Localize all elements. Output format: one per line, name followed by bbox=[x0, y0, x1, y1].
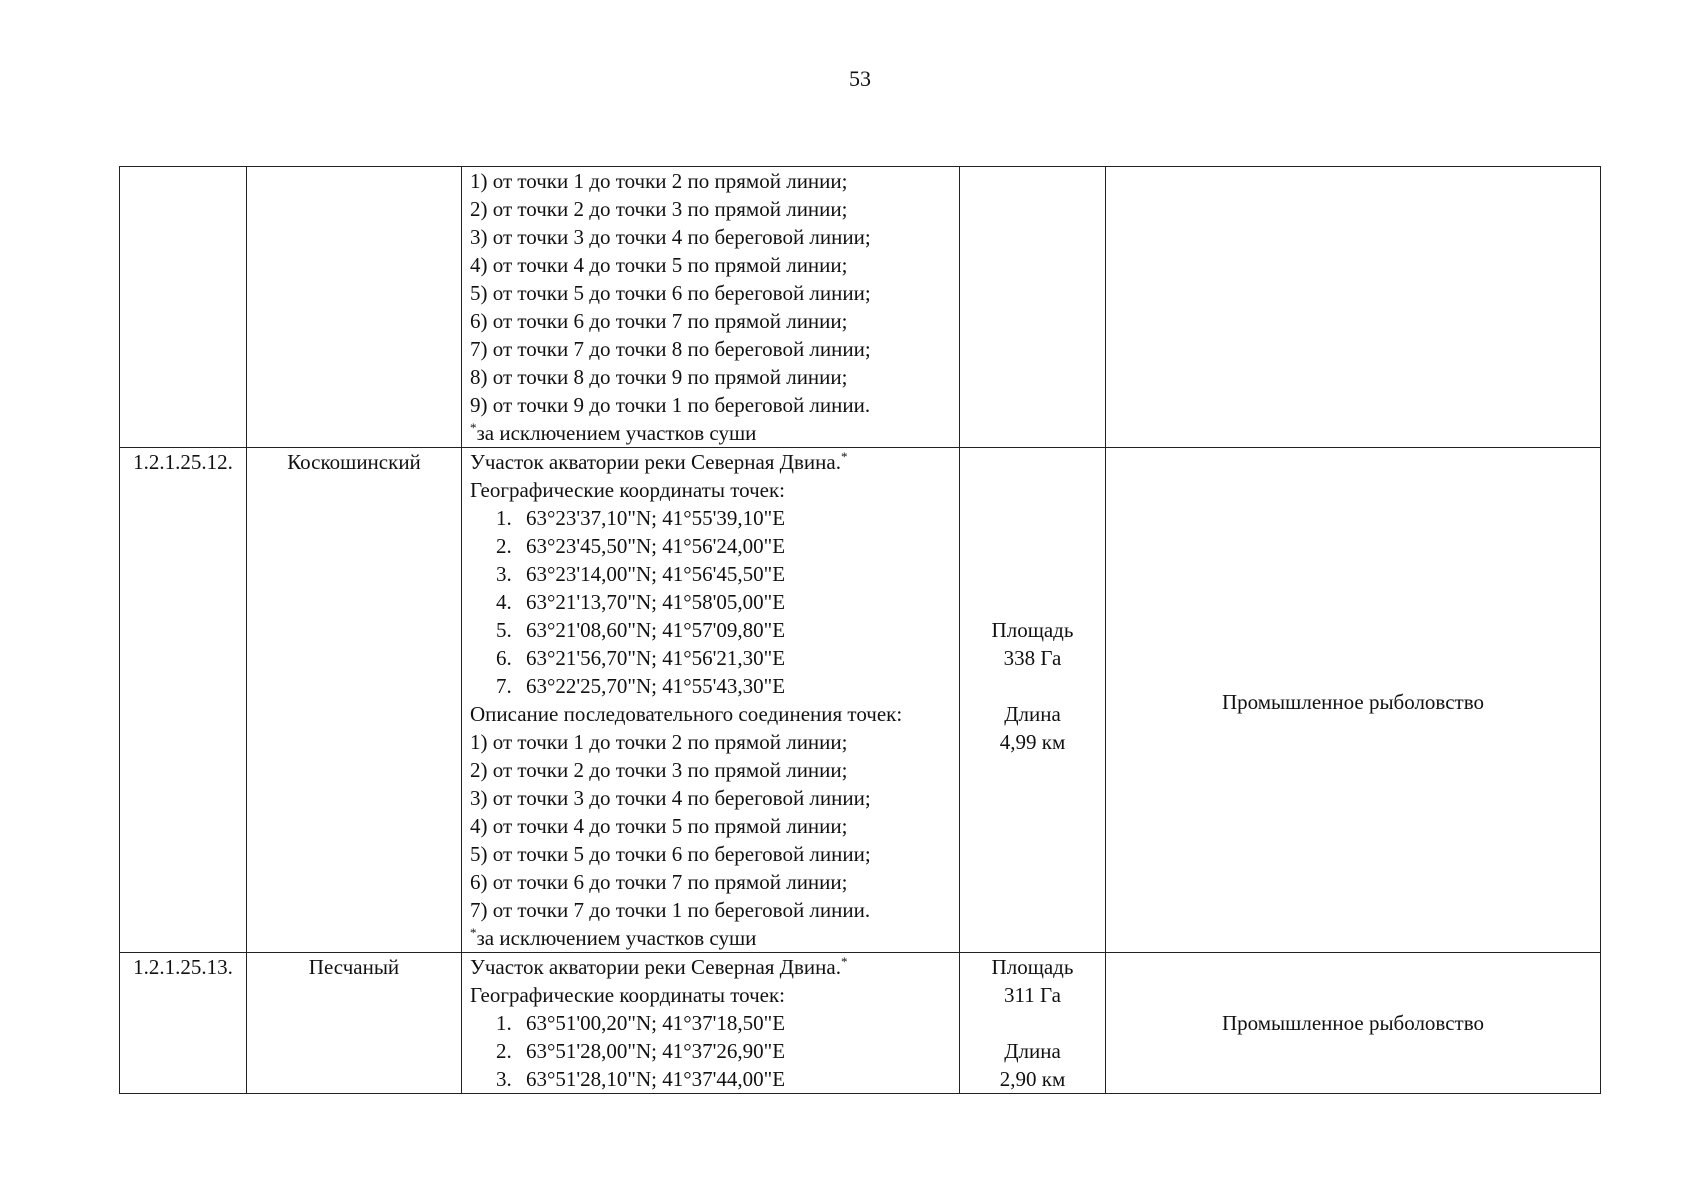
area-number: 1.2.1.25.13. bbox=[133, 955, 233, 979]
area-description-cell bbox=[462, 953, 960, 1094]
connection-line: 4) от точки 4 до точки 5 по прямой линии; bbox=[470, 253, 848, 277]
area-name-cell bbox=[247, 448, 462, 953]
connection-line: 3) от точки 3 до точки 4 по береговой линии; bbox=[470, 225, 871, 249]
coordinate-item: 6. 63°21'56,70"N; 41°56'21,30"E bbox=[496, 646, 786, 670]
length-value: 2,90 км bbox=[999, 1067, 1066, 1091]
connection-line: 5) от точки 5 до точки 6 по береговой линии; bbox=[470, 281, 871, 305]
connection-line: 1) от точки 1 до точки 2 по прямой линии; bbox=[470, 730, 848, 754]
area-description-cell bbox=[462, 448, 960, 953]
area-name: Песчаный bbox=[308, 955, 400, 979]
area-number-cell bbox=[120, 953, 247, 1094]
coordinate-item: 2. 63°51'28,00"N; 41°37'26,90"E bbox=[496, 1039, 786, 1063]
coordinate-item: 3. 63°51'28,10"N; 41°37'44,00"E bbox=[496, 1067, 786, 1091]
area-use: Промышленное рыболовство bbox=[1222, 690, 1484, 714]
coordinate-item: 1. 63°51'00,20"N; 41°37'18,50"E bbox=[496, 1011, 786, 1035]
footnote-mark: * bbox=[470, 925, 477, 940]
connection-line: 3) от точки 3 до точки 4 по береговой линии; bbox=[470, 786, 871, 810]
footnote-text: за исключением участков суши bbox=[476, 926, 757, 950]
footnote-line bbox=[470, 924, 951, 952]
footnote-line bbox=[470, 419, 951, 447]
coordinate-item: 5. 63°21'08,60"N; 41°57'09,80"E bbox=[496, 618, 786, 642]
page-number: 53 bbox=[849, 66, 871, 91]
area-title-line bbox=[470, 953, 951, 981]
area-use-cell bbox=[1106, 448, 1601, 953]
coordinate-item: 1. 63°23'37,10"N; 41°55'39,10"E bbox=[496, 506, 786, 530]
area-label: Площадь bbox=[991, 618, 1074, 642]
fishing-areas-table bbox=[119, 166, 1601, 1094]
area-label: Площадь bbox=[991, 955, 1074, 979]
area-number-cell bbox=[120, 167, 247, 448]
area-name: Коскошинский bbox=[287, 450, 421, 474]
connection-line: 4) от точки 4 до точки 5 по прямой линии; bbox=[470, 814, 848, 838]
footnote-text: за исключением участков суши bbox=[476, 421, 757, 445]
coordinate-item: 7. 63°22'25,70"N; 41°55'43,30"E bbox=[496, 674, 786, 698]
area-value: 338 Га bbox=[1003, 646, 1062, 670]
table-row bbox=[120, 953, 1601, 1094]
area-name-cell bbox=[247, 167, 462, 448]
connection-line: 2) от точки 2 до точки 3 по прямой линии; bbox=[470, 758, 848, 782]
area-use-cell bbox=[1106, 953, 1601, 1094]
area-title: Участок акватории реки Северная Двина. bbox=[470, 450, 841, 474]
connection-line: 5) от точки 5 до точки 6 по береговой линии; bbox=[470, 842, 871, 866]
area-title-line bbox=[470, 448, 951, 476]
area-number-cell bbox=[120, 448, 247, 953]
table-row bbox=[120, 167, 1601, 448]
length-label: Длина bbox=[1004, 702, 1061, 726]
area-size-cell bbox=[960, 953, 1106, 1094]
coords-label: Географические координаты точек: bbox=[470, 983, 785, 1007]
coords-label: Географические координаты точек: bbox=[470, 478, 785, 502]
coordinate-item: 2. 63°23'45,50"N; 41°56'24,00"E bbox=[496, 534, 786, 558]
area-use: Промышленное рыболовство bbox=[1222, 1011, 1484, 1035]
table-row bbox=[120, 448, 1601, 953]
area-use-cell bbox=[1106, 167, 1601, 448]
length-label: Длина bbox=[1004, 1039, 1061, 1063]
coordinate-item: 3. 63°23'14,00"N; 41°56'45,50"E bbox=[496, 562, 786, 586]
coordinate-item: 4. 63°21'13,70"N; 41°58'05,00"E bbox=[496, 590, 786, 614]
connection-line: 1) от точки 1 до точки 2 по прямой линии; bbox=[470, 169, 848, 193]
area-title: Участок акватории реки Северная Двина. bbox=[470, 955, 841, 979]
connection-line: 2) от точки 2 до точки 3 по прямой линии; bbox=[470, 197, 848, 221]
area-size-cell bbox=[960, 167, 1106, 448]
title-footnote-mark: * bbox=[840, 954, 848, 969]
connections-header: Описание последовательного соединения точек: bbox=[470, 702, 903, 726]
title-footnote-mark: * bbox=[840, 449, 848, 464]
connection-line: 9) от точки 9 до точки 1 по береговой линии. bbox=[470, 393, 871, 417]
connection-line: 6) от точки 6 до точки 7 по прямой линии; bbox=[470, 309, 848, 333]
connection-line: 7) от точки 7 до точки 1 по береговой линии. bbox=[470, 898, 871, 922]
length-value: 4,99 км bbox=[999, 730, 1066, 754]
area-description-cell bbox=[462, 167, 960, 448]
area-size-cell bbox=[960, 448, 1106, 953]
connection-line: 7) от точки 7 до точки 8 по береговой линии; bbox=[470, 337, 871, 361]
connection-line: 6) от точки 6 до точки 7 по прямой линии; bbox=[470, 870, 848, 894]
area-number: 1.2.1.25.12. bbox=[133, 450, 233, 474]
area-value: 311 Га bbox=[1004, 983, 1061, 1007]
connection-line: 8) от точки 8 до точки 9 по прямой линии; bbox=[470, 365, 848, 389]
area-name-cell bbox=[247, 953, 462, 1094]
footnote-mark: * bbox=[470, 420, 477, 435]
